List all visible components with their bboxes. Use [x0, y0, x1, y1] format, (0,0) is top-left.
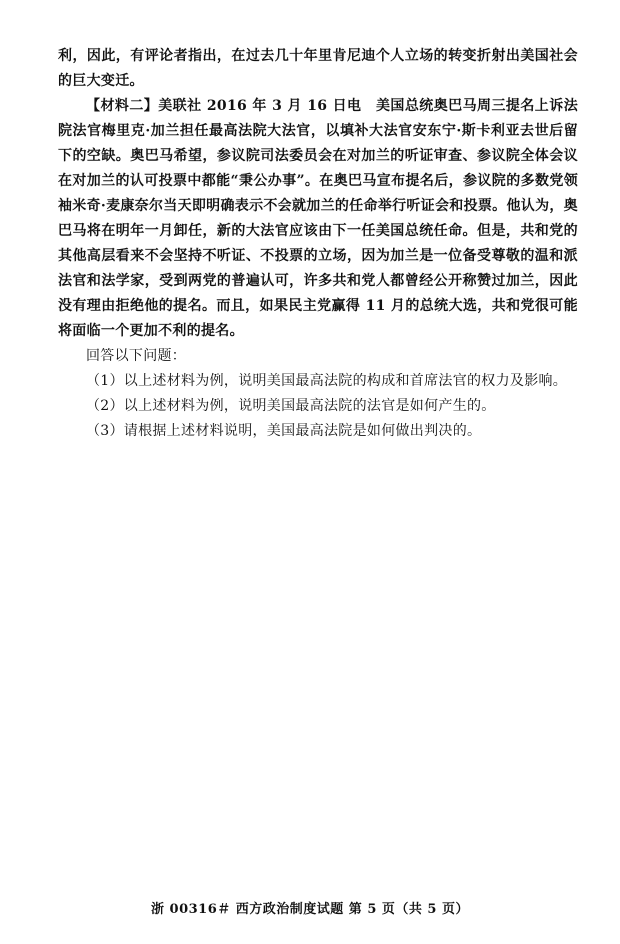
page-footer: 浙 00316＃ 西方政治制度试题 第 5 页（共 5 页） — [151, 902, 469, 917]
question-item-1: （1）以上述材料为例，说明美国最高法院的构成和首席法官的权力及影响。 — [86, 373, 568, 389]
paragraph-continuation: 利，因此，有评论者指出，在过去几十年里肯尼迪个人立场的转变折射出美国社会的巨大变迁。 — [58, 48, 578, 89]
paragraph-material-2: 【材料二】美联社 2016 年 3 月 16 日电 美国总统奥巴马周三提名上诉法院法官梅里克·加兰担任最高法院大法官，以填补大法官安东宁·斯卡利亚去世后留下的空缺。奥巴马希望，参议院司法委员会在对加兰的听证审查、参议院全体会议在对加兰的认可投票中都能“秉公办事”。在奥巴马宣布提名后，参议院的多数党领袖米奇·麦康奈尔当天即明确表示不会就加兰的任命举行听证会和投票。他认为，奥巴马将在明年一月卸任，新的大法官应该由下一任美国总统任命。但是，共和党的其他高层看来不会坚持不听证、不投票的立场，因为加兰是一位备受尊敬的温和派法官和法学家，受到两党的普遍认可，许多共和党人都曾经公开称赞过加兰，因此没有理由拒绝他的提名。而且，如果民主党赢得 11 月的总统大选，共和党很可能将面临一个更加不利的提名。 — [58, 98, 578, 339]
page-content — [58, 44, 578, 444]
question-item-3: （3）请根据上述材料说明，美国最高法院是如何做出判决的。 — [86, 423, 482, 439]
question-intro: 回答以下问题： — [86, 348, 187, 364]
question-list — [58, 344, 578, 444]
question-item-2: （2）以上述材料为例，说明美国最高法院的法官是如何产生的。 — [86, 398, 496, 414]
